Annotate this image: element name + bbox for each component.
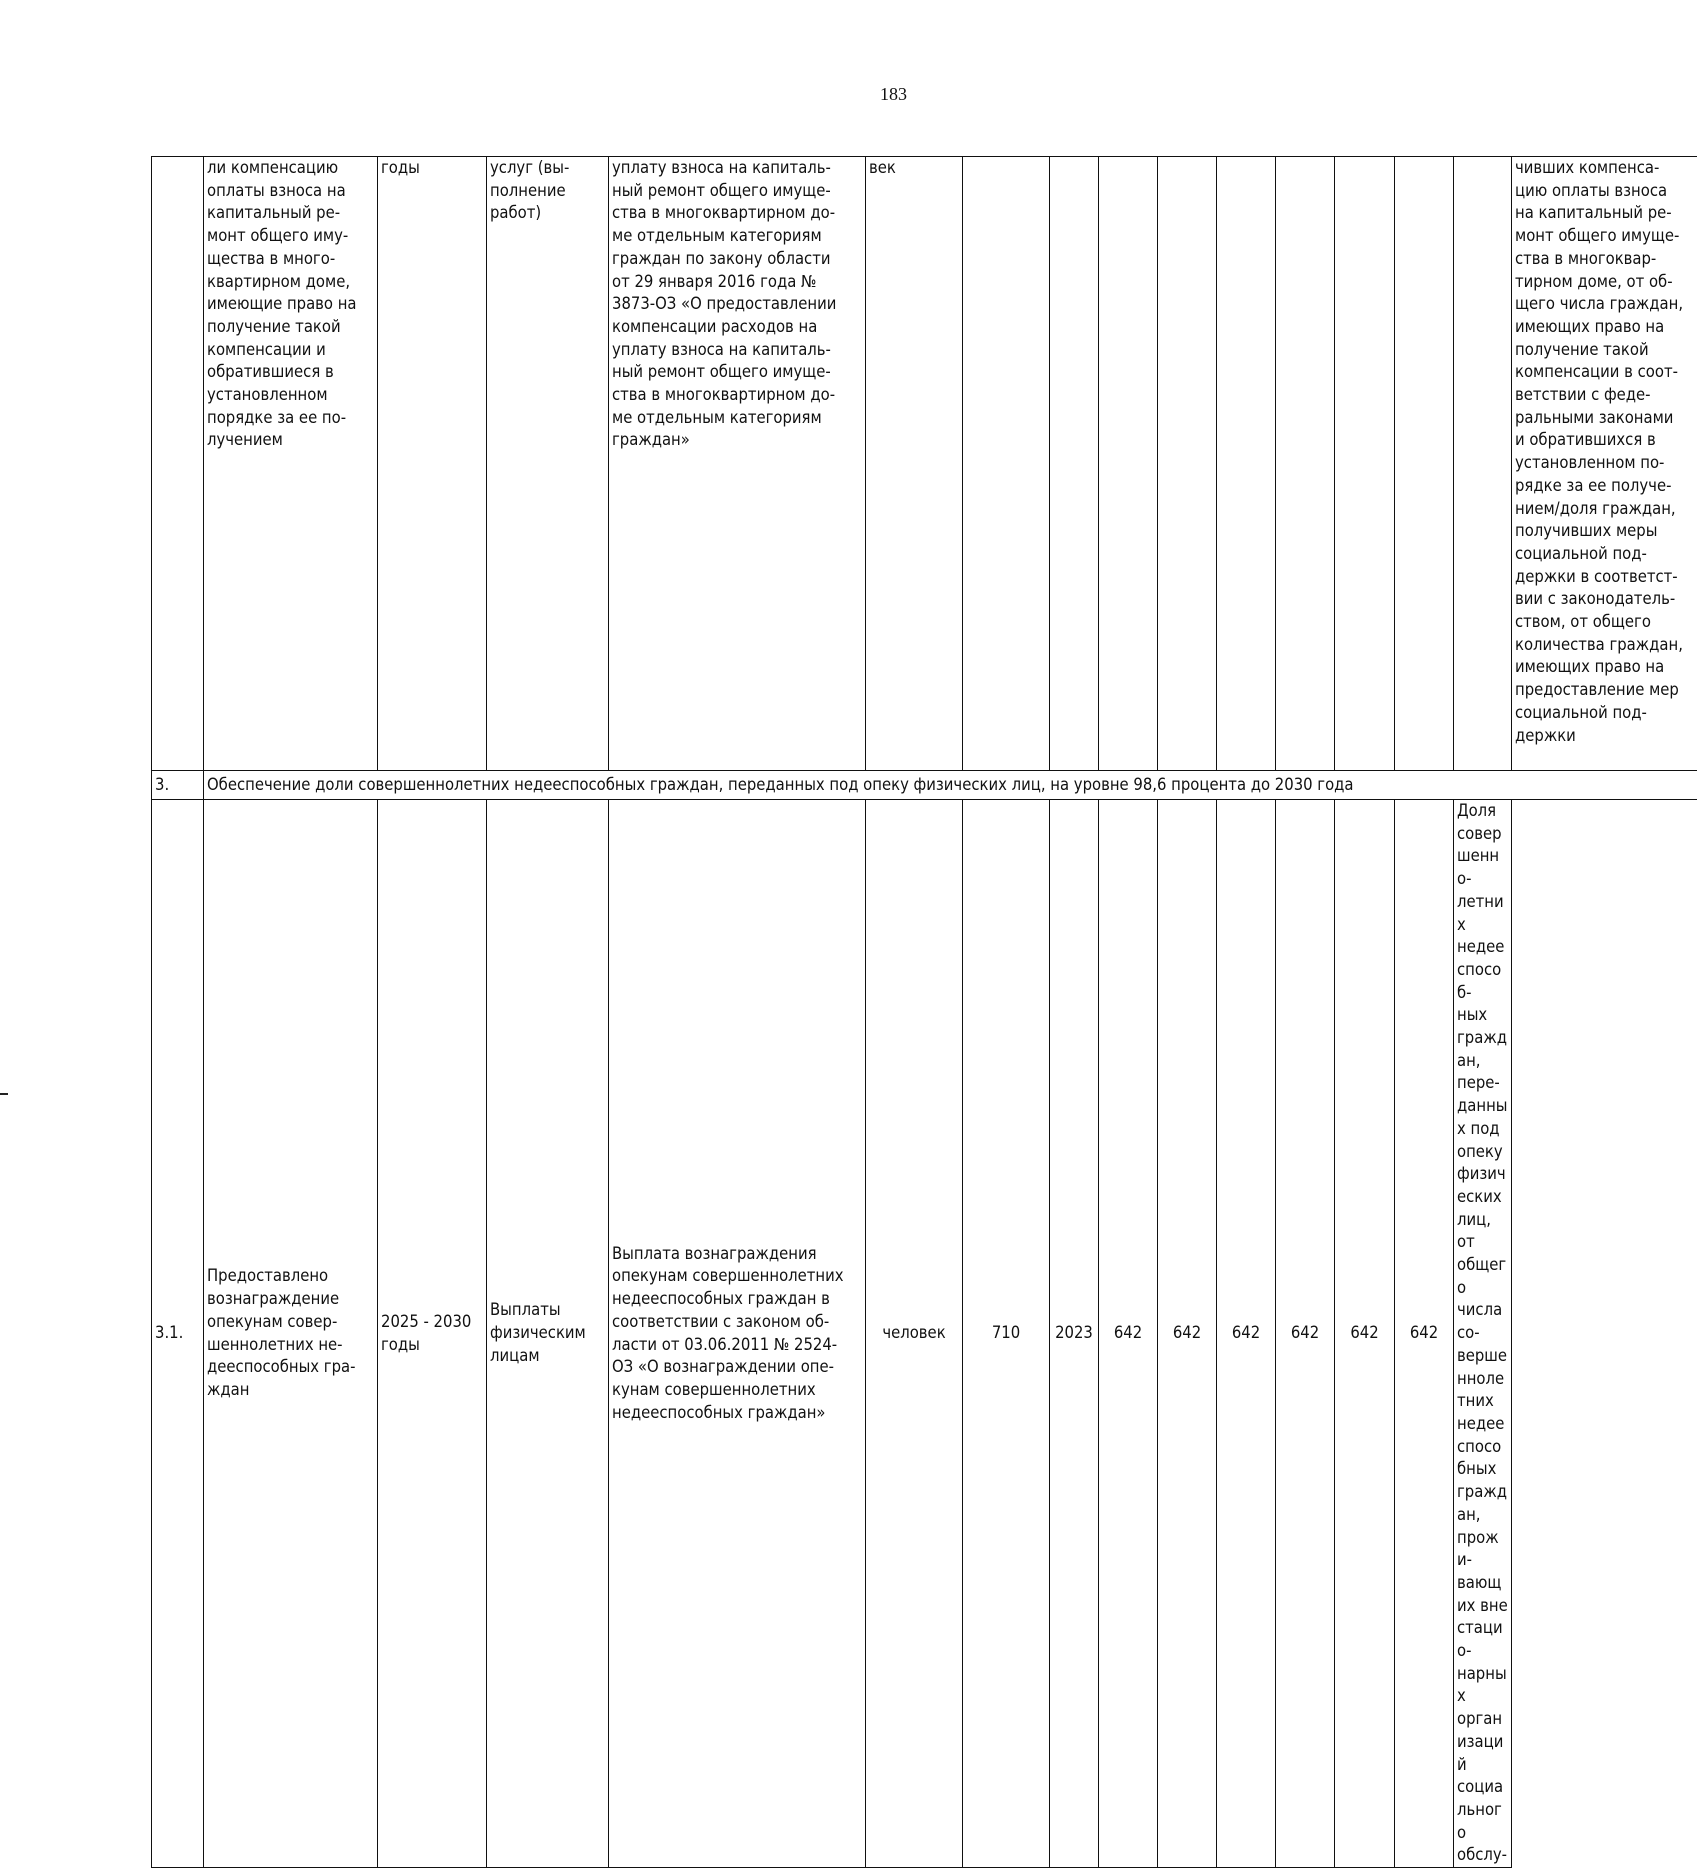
- base-value-cell: [963, 157, 1050, 771]
- base-value-cell: 710: [963, 800, 1050, 1868]
- period-cell: 2025 - 2030 годы: [378, 800, 487, 1868]
- year-value-cell: [1158, 157, 1217, 771]
- description-cell: Выплата вознаграждения опекунам совершеннолетних недееспособных граждан в соответствии с законом об- ласти от 03.06.2011 № 2524- ОЗ «О вознаграждении опе- кунам совершеннолетних недееспособных граждан»: [609, 800, 866, 1868]
- row-number-cell: [152, 157, 204, 771]
- year-value-cell: [1217, 157, 1276, 771]
- base-year-cell: [1050, 157, 1099, 771]
- year-2029-cell: 642: [1335, 800, 1395, 1868]
- year-2027-cell: 642: [1217, 800, 1276, 1868]
- indicator-cell: чивших компенса- цию оплаты взноса на капитальный ре- монт общего имуще- ства в многоквар- тирном доме, от об- щего числа граждан, имеющих право на получение такой компенсации в соот- ветствии с феде- ральными законами и обратившихся в установленном по- рядке за ее получе- нием/доля граждан, получивших меры социальной под- держки в соответст- вии с законодатель- ством, от общего количества граждан, имеющих право на предоставление мер социальной под- держки: [1512, 157, 1697, 771]
- margin-mark: [0, 1093, 8, 1095]
- year-value-cell: [1276, 157, 1335, 771]
- year-2026-cell: 642: [1158, 800, 1217, 1868]
- result-name-cell: ли компенсацию оплаты взноса на капитальный ре- монт общего иму- щества в много- квартирном доме, имеющие право на получение такой компенсации и обратившиеся в установленном порядке за ее по- лучением: [204, 157, 378, 771]
- unit-cell: человек: [866, 800, 963, 1868]
- type-cell: Выплаты физическим лицам: [487, 800, 609, 1868]
- year-value-cell: [1099, 157, 1158, 771]
- table-row: [152, 157, 1697, 771]
- year-value-cell: [1395, 157, 1454, 771]
- page-number: 183: [0, 84, 1697, 105]
- description-cell: уплату взноса на капиталь- ный ремонт общего имуще- ства в многоквартирном до- ме отдельным категориям граждан по закону области от 29 января 2016 года № 3873-ОЗ «О предоставлении компенсации расходов на уплату взноса на капиталь- ный ремонт общего имуще- ства в многоквартирном до- ме отдельным категориям граждан»: [609, 157, 866, 771]
- year-2028-cell: 642: [1276, 800, 1335, 1868]
- year-2025-cell: 642: [1099, 800, 1158, 1868]
- base-year-cell: 2023: [1050, 800, 1099, 1868]
- table-row-section: [152, 771, 1697, 800]
- type-cell: услуг (вы- полнение работ): [487, 157, 609, 771]
- program-table: [151, 156, 1697, 1868]
- result-name-cell: Предоставлено вознаграждение опекунам совер- шеннолетних не- дееспособных гра- ждан: [204, 800, 378, 1868]
- period-cell: годы: [378, 157, 487, 771]
- year-2030-cell: 642: [1395, 800, 1454, 1868]
- section-number-cell: 3.: [152, 771, 204, 800]
- year-value-cell: [1454, 157, 1512, 771]
- unit-cell: век: [866, 157, 963, 771]
- year-value-cell: [1335, 157, 1395, 771]
- indicator-cell: Доля совершенно- летних недееспособ- ных граждан, пере- данных под опеку физических лиц, от общего числа со- вершеннолетних недееспособных граждан, прожи- вающих вне стацио- нарных организаций социального обслу-: [1454, 800, 1512, 1868]
- section-goal-cell: Обеспечение доли совершеннолетних недееспособных граждан, переданных под опеку физических лиц, на уровне 98,6 процента до 2030 года: [204, 771, 1697, 800]
- table-row: [152, 800, 1697, 1868]
- row-number-cell: 3.1.: [152, 800, 204, 1868]
